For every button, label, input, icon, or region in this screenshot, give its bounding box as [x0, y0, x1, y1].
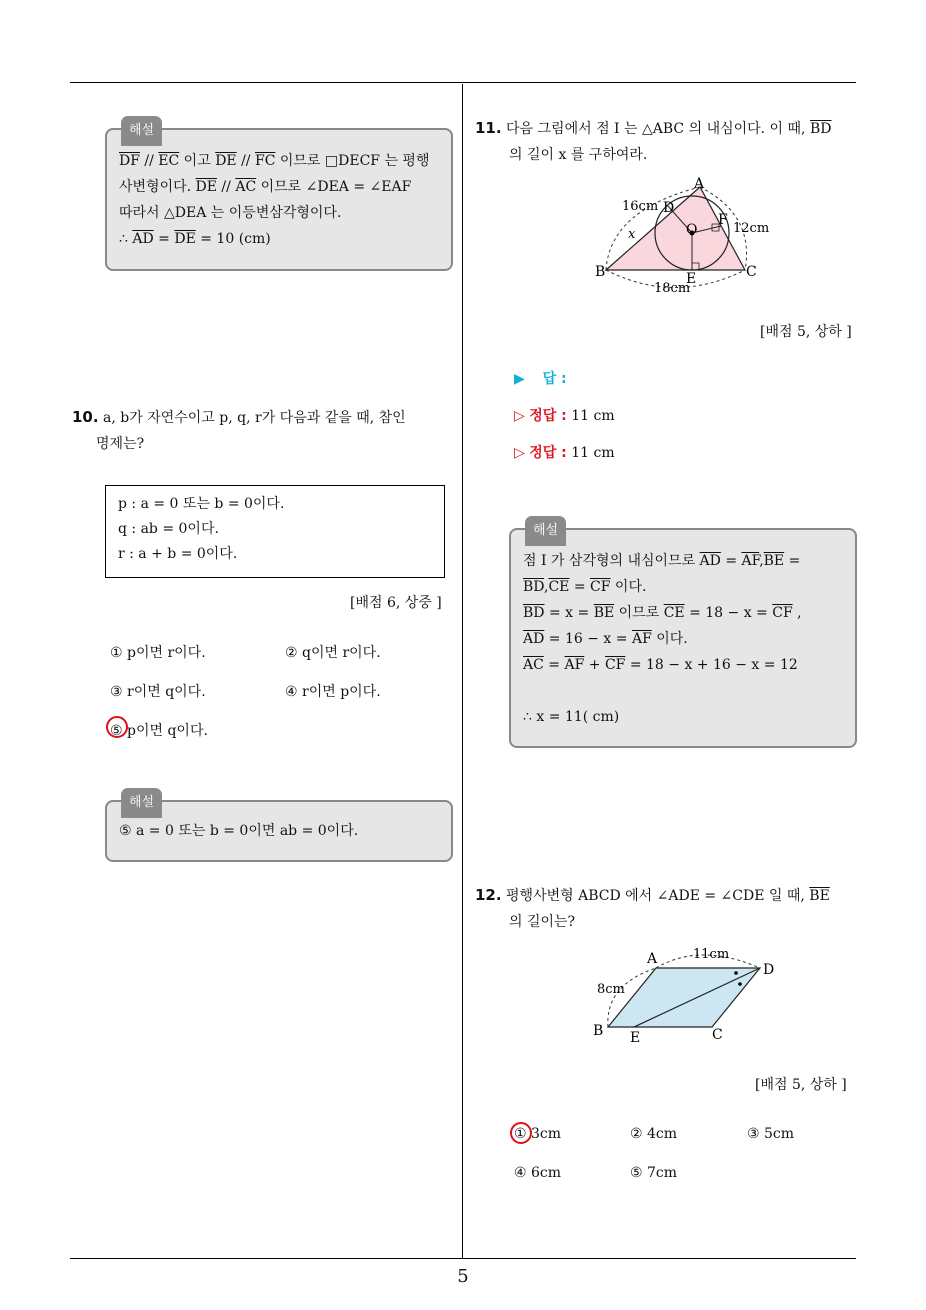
segment-ac: $\overline{AC}$ [235, 179, 257, 195]
text: 사변형이다. [119, 179, 196, 195]
correct-answer-row [514, 405, 615, 425]
question-11 [475, 115, 860, 168]
text: // [139, 153, 159, 169]
explanation-line [523, 626, 843, 652]
label-f: F [718, 212, 728, 228]
text: 이므로 [614, 605, 664, 621]
label-c: C [712, 1027, 723, 1043]
play-icon: ▶ [514, 371, 525, 387]
explanation-line [523, 548, 843, 574]
segment-ad: $\overline{AD}$ [132, 231, 154, 247]
text: // [236, 153, 255, 169]
question-text: 명제는? [96, 436, 145, 452]
label-ac-length: 12cm [733, 221, 770, 236]
triangle-icon: ▷ [514, 408, 525, 424]
choice-5[interactable]: ⑤ p이면 q이다. [110, 723, 208, 739]
text: = 18 − x = [684, 605, 773, 621]
choice-4[interactable]: ④ 6cm [514, 1165, 562, 1181]
text: = [784, 553, 801, 569]
column-divider [462, 84, 463, 1258]
page-number: 5 [457, 1266, 469, 1287]
segment-de: $\overline{DE}$ [174, 231, 196, 247]
text: = 10 (cm) [195, 231, 271, 247]
explanation-line [119, 226, 439, 252]
correct-label: 정답 : [529, 408, 567, 424]
choice-5[interactable]: ⑤ 7cm [630, 1165, 678, 1181]
segment: $\overline{AF}$ [741, 553, 760, 569]
parallelogram-figure [590, 940, 790, 1050]
segment: $\overline{AF}$ [631, 631, 652, 647]
explanation-line [523, 652, 843, 678]
condition-p: p : a = 0 또는 b = 0이다. [118, 496, 285, 512]
text: // [216, 179, 236, 195]
correct-answer-row [514, 442, 615, 462]
explanation-box-11 [509, 523, 857, 748]
choice-3[interactable]: ③ 5cm [747, 1126, 795, 1142]
text: , [792, 605, 802, 621]
choice-2[interactable]: ② q이면 r이다. [285, 645, 381, 661]
correct-value: 11 cm [571, 408, 615, 424]
segment: $\overline{AD}$ [523, 631, 545, 647]
condition-box [105, 485, 445, 578]
top-rule [70, 82, 856, 83]
label-c: C [746, 264, 757, 280]
explanation-box-9 [105, 123, 453, 271]
segment-be: $\overline{BE}$ [809, 888, 830, 904]
label-a: A [694, 176, 705, 192]
explanation-line [119, 174, 439, 200]
parallelogram-abcd [608, 968, 760, 1027]
question-number: 10. [72, 408, 99, 426]
triangle-icon: ▷ [514, 445, 525, 461]
correct-value: 11 cm [571, 445, 615, 461]
text: 이다. [610, 579, 647, 595]
text: 이고 [179, 153, 216, 169]
angle-dot [734, 971, 738, 975]
explanation-line [119, 148, 439, 174]
segment: $\overline{BE}$ [763, 553, 785, 569]
label-o: O [686, 222, 698, 238]
segment-de: $\overline{DE}$ [215, 153, 237, 169]
segment: $\overline{AD}$ [699, 553, 721, 569]
explanation-line: 따라서 △DEA 는 이등변삼각형이다. [119, 205, 342, 221]
label-ad-length: 11cm [693, 947, 730, 962]
condition-r: r : a + b = 0이다. [118, 546, 238, 562]
explanation-line [523, 600, 843, 626]
explanation-line [523, 574, 843, 600]
question-text: a, b가 자연수이고 p, q, r가 다음과 같을 때, 참인 [103, 410, 406, 426]
question-text: 다음 그림에서 점 I 는 △ABC 의 내심이다. 이 때, [506, 121, 810, 137]
choice-1[interactable]: ① 3cm [514, 1126, 562, 1142]
choice-3[interactable]: ③ r이면 q이다. [110, 684, 206, 700]
label-bc-length: 18cm [654, 281, 691, 296]
text: = 18 − x + 16 − x = 12 [625, 657, 798, 673]
label-b: B [595, 264, 606, 280]
segment-fc: $\overline{FC}$ [254, 153, 276, 169]
text: = [543, 657, 565, 673]
correct-label: 정답 : [529, 445, 567, 461]
label-d: D [663, 200, 675, 216]
selected-answer-circle [106, 716, 128, 738]
text: = [720, 553, 742, 569]
question-number: 11. [475, 119, 502, 137]
text: = [569, 579, 591, 595]
text: = [153, 231, 175, 247]
selected-answer-circle [510, 1122, 532, 1144]
label-ab-length: 16cm [622, 199, 659, 214]
text: = x = [544, 605, 594, 621]
answer-label: 답 : [542, 371, 567, 387]
choice-1[interactable]: ① p이면 r이다. [110, 645, 206, 661]
segment: $\overline{BD}$ [523, 579, 545, 595]
segment: $\overline{CF}$ [604, 657, 626, 673]
text: = 16 − x = [544, 631, 632, 647]
question-12 [475, 882, 865, 935]
explanation-tag: 해설 [525, 516, 566, 546]
text: + [584, 657, 605, 673]
segment: $\overline{AF}$ [564, 657, 585, 673]
label-ab-length: 8cm [597, 982, 625, 997]
text: 이므로 ∠DEA = ∠EAF [256, 179, 412, 195]
text: ∴ [119, 231, 133, 247]
segment-de: $\overline{DE}$ [195, 179, 217, 195]
question-text: 의 길이 x 를 구하여라. [509, 147, 648, 163]
question-text: 평행사변형 ABCD 에서 ∠ADE = ∠CDE 일 때, [506, 888, 810, 904]
score-label: [배점 6, 상중 ] [350, 595, 442, 611]
label-x: x [628, 227, 636, 242]
triangle-incircle-figure [590, 170, 780, 300]
segment-df: $\overline{DF}$ [119, 153, 140, 169]
label-e: E [686, 271, 697, 287]
question-text: 의 길이는? [509, 914, 576, 930]
explanation-tag: 해설 [121, 788, 162, 818]
score-label: [배점 5, 상하 ] [755, 1077, 847, 1093]
segment-bd: $\overline{BD}$ [809, 121, 832, 137]
choice-4[interactable]: ④ r이면 p이다. [285, 684, 381, 700]
bottom-rule [70, 1258, 856, 1259]
text: 점 I 가 삼각형의 내심이므로 [523, 553, 700, 569]
segment: $\overline{CF}$ [590, 579, 611, 595]
label-a: A [647, 951, 658, 967]
score-label: [배점 5, 상하 ] [760, 324, 852, 340]
question-10 [72, 404, 457, 457]
explanation-box-10 [105, 795, 453, 862]
segment: $\overline{BE}$ [593, 605, 615, 621]
text: 이므로 □DECF 는 평행 [275, 153, 430, 169]
angle-dot [738, 982, 742, 986]
segment: $\overline{CF}$ [772, 605, 793, 621]
label-d: D [763, 962, 775, 978]
segment: $\overline{AC}$ [523, 657, 544, 673]
explanation-tag: 해설 [121, 116, 162, 146]
answer-row [514, 368, 567, 388]
explanation-line: ∴ x = 11( cm) [523, 709, 620, 725]
segment: $\overline{CE}$ [548, 579, 570, 595]
segment: $\overline{BD}$ [523, 605, 545, 621]
segment-ec: $\overline{EC}$ [158, 153, 180, 169]
question-number: 12. [475, 886, 502, 904]
label-e: E [630, 1030, 641, 1046]
text: 이다. [651, 631, 688, 647]
label-b: B [593, 1023, 604, 1039]
text: , [544, 579, 549, 595]
choice-2[interactable]: ② 4cm [630, 1126, 678, 1142]
condition-q: q : ab = 0이다. [118, 521, 219, 537]
segment: $\overline{CE}$ [663, 605, 685, 621]
explanation-line: ⑤ a = 0 또는 b = 0이면 ab = 0이다. [119, 823, 359, 839]
text: , [759, 553, 764, 569]
